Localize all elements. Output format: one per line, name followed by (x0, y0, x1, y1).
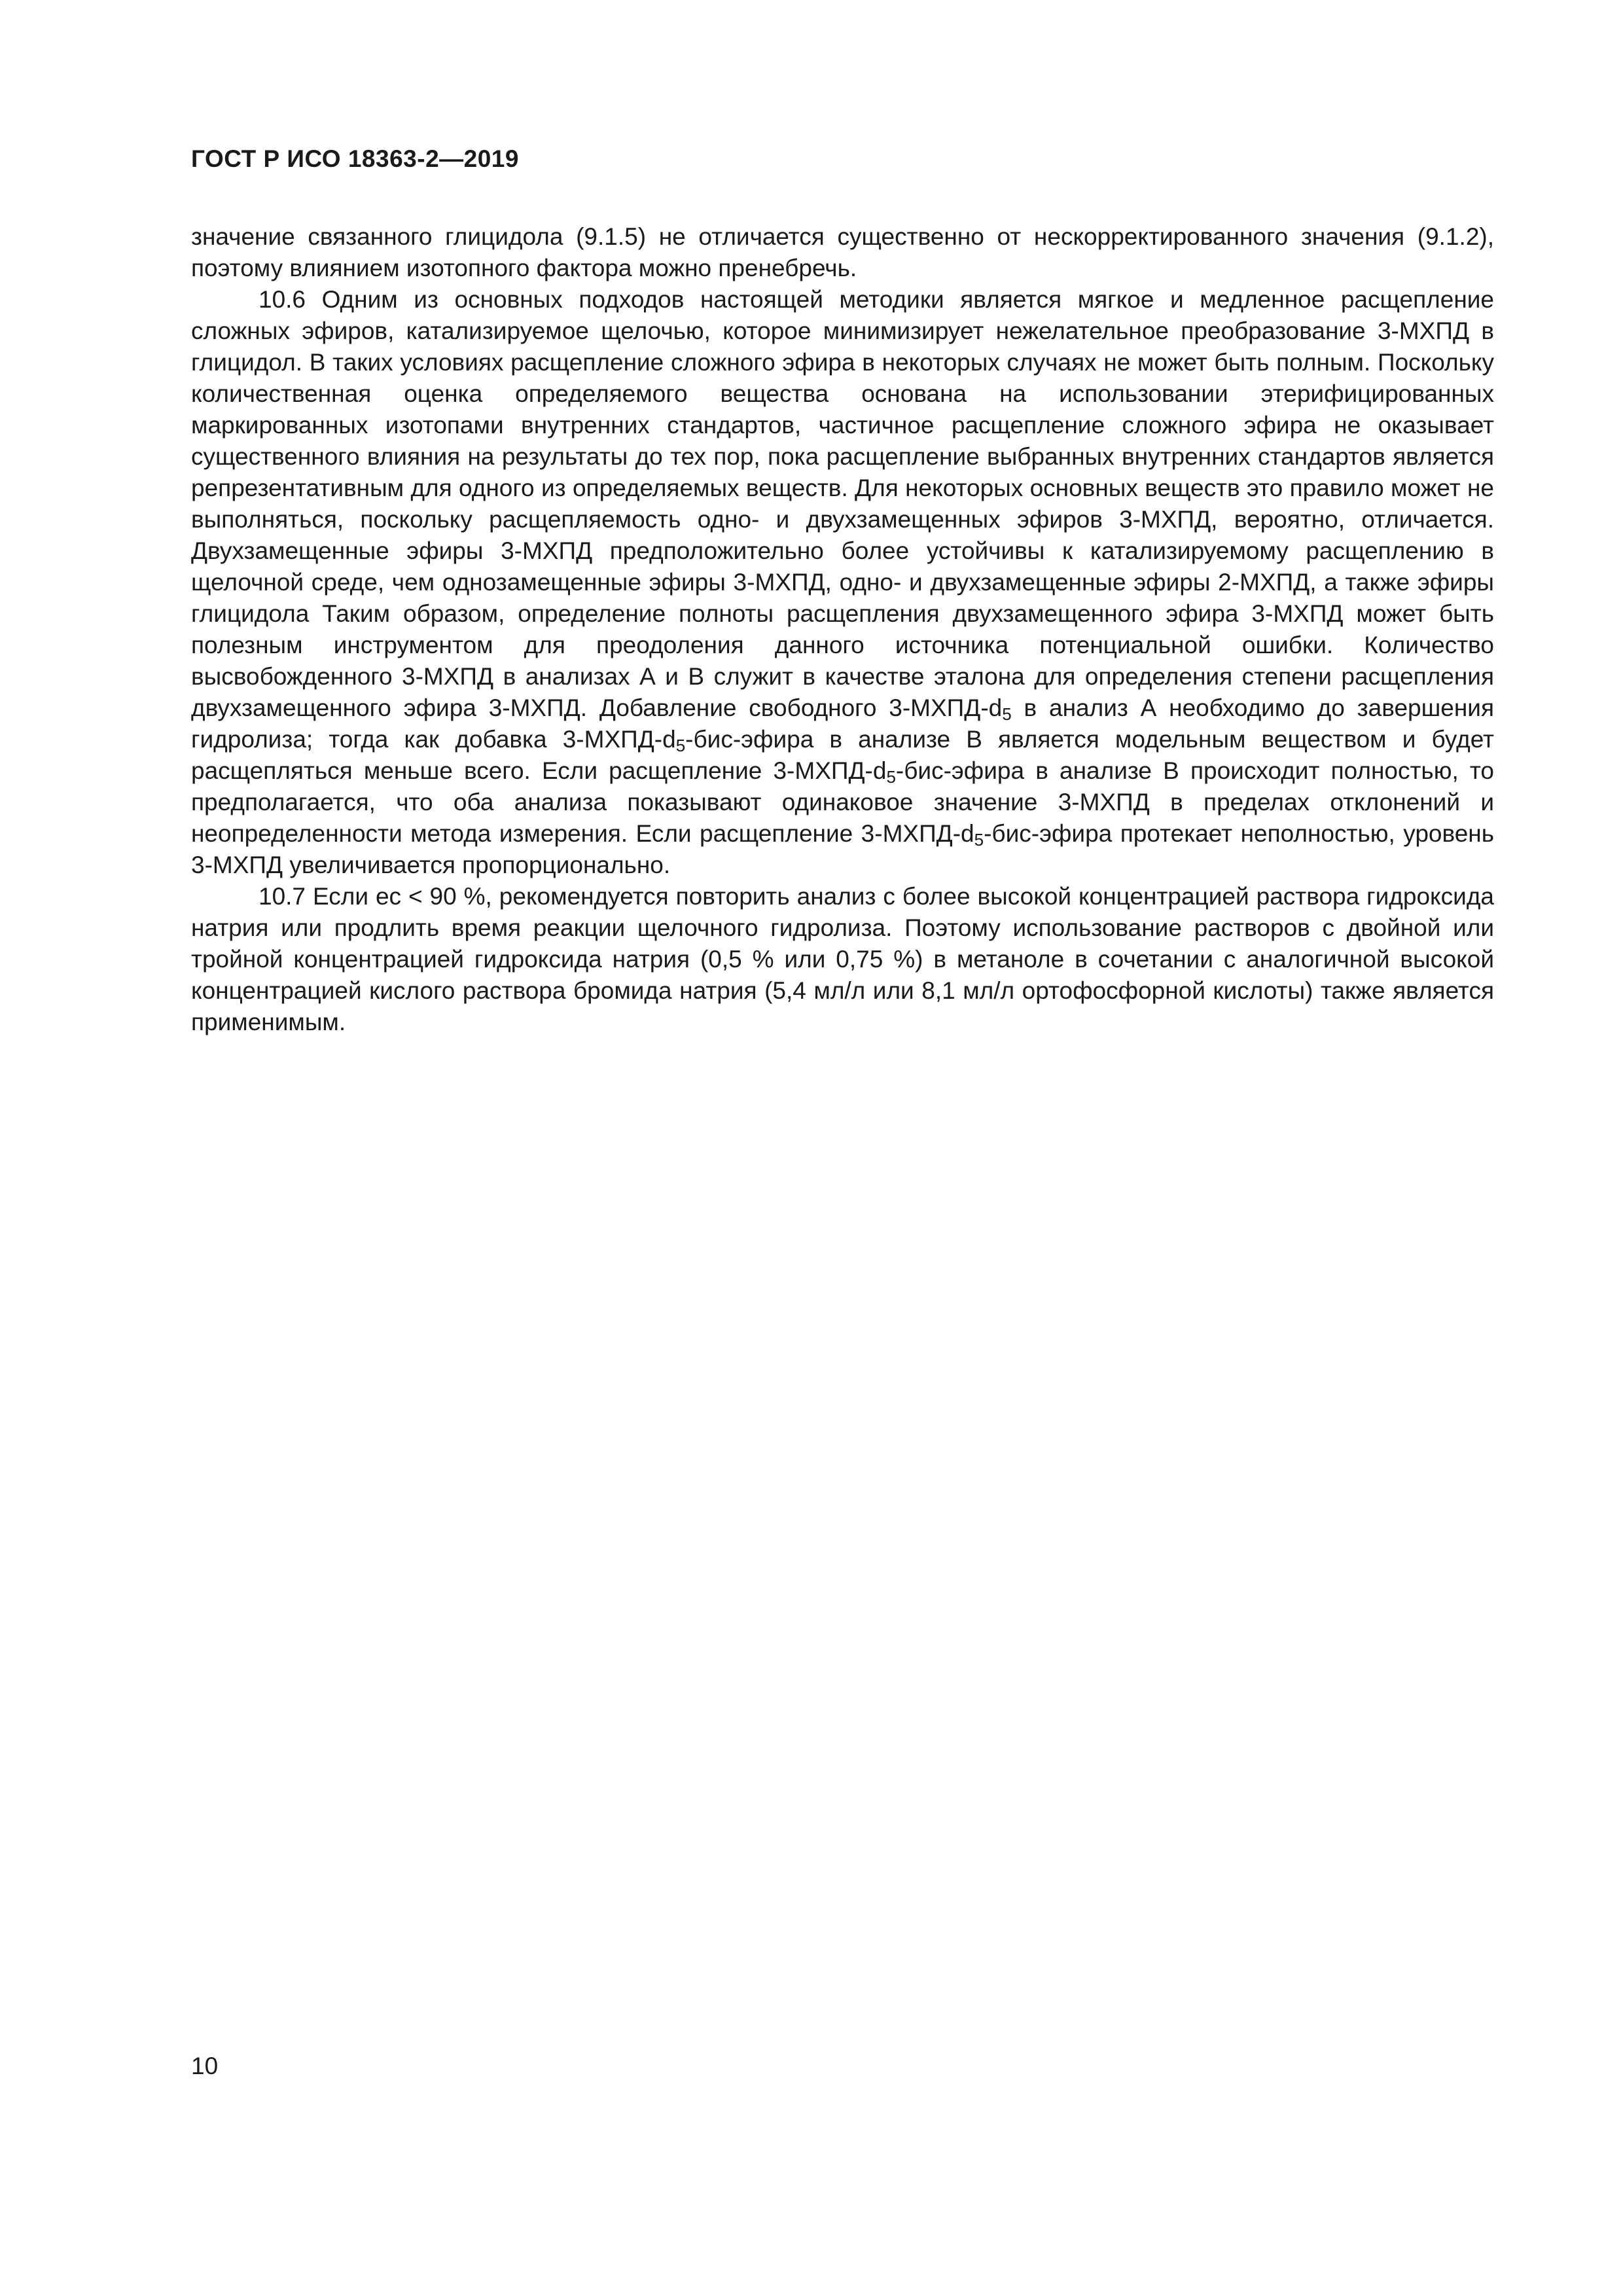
paragraph-10-6-text-4: -бис-эфира в анализе В происходит полностью, то предполагается, что оба анализа показывают одинаковое значение 3-МХПД в пределах отклонений и неопределенности метода измерения. Если расщепление 3-МХПД-d (191, 757, 1494, 847)
paragraph-10-6-text-5: -бис-эфира протекает неполностью, уровень 3-МХПД увеличивается пропорционально. (191, 820, 1495, 878)
paragraph-continuation: значение связанного глицидола (9.1.5) не отличается существенно от нескорректированного значения (9.1.2), поэтому влиянием изотопного фактора можно пренебречь. (191, 223, 1494, 281)
subscript-5: 5 (1002, 704, 1012, 724)
document-header: ГОСТ Р ИСО 18363-2—2019 (191, 145, 519, 172)
subscript-5: 5 (974, 830, 984, 850)
subscript-5: 5 (675, 736, 686, 755)
paragraph-10-6 (191, 284, 1494, 881)
paragraph-10-6-text-1: 10.6 Одним из основных подходов настоящей методики является мягкое и медленное расщепление сложных эфиров, катализируемое щелочью, которое минимизирует нежелательное преобразование 3-МХПД в глицидол. В таких условиях расщепление сложного эфира в некоторых случаях не может быть полным. Поскольку количественная оценка определяемого вещества основана на использовании этерифицированных маркированных изотопами внутренних стандартов, частичное расщепление сложного эфира не оказывает существенного влияния на результаты до тех пор, пока расщепление выбранных внутренних стандартов является репрезентативным для одного из определяемых веществ. Для некоторых основных веществ это правило может не выполняться, поскольку расщепляемость одно- и двухзамещенных эфиров 3-МХПД, вероятно, отличается. Двухзамещенные эфиры 3-МХПД предположительно более устойчивы к катализируемому расщеплению в щелочной среде, чем однозамещенные эфиры 3-МХПД, одно- и двухзамещенные эфиры 2-МХПД, а также эфиры глицидола Таким образом, определение полноты расщепления двухзамещенного эфира 3-МХПД может быть полезным инструментом для преодоления данного источника потенциальной ошибки. Количество высвобожденного 3-МХПД в анализах А и В служит в качестве эталона для определения степени расщепления двухзамещенного эфира 3-МХПД. Добавление свободного 3-МХПД-d (191, 286, 1494, 721)
document-body (191, 221, 1494, 1038)
paragraph-10-6-text-2: в анализ А необходимо до завершения гидролиза; тогда как добавка 3-МХПД-d (191, 694, 1495, 753)
paragraph-10-6-text-3: -бис-эфира в анализе В является модельным веществом и будет расщепляться меньше всего. Если расщепление 3-МХПД-d (191, 726, 1494, 784)
subscript-5: 5 (886, 767, 896, 787)
paragraph-10-7: 10.7 Если ес < 90 %, рекомендуется повторить анализ с более высокой концентрацией раствора гидроксида натрия или продлить время реакции щелочного гидролиза. Поэтому использование растворов с двойной или тройной концентрацией гидроксида натрия (0,5 % или 0,75 %) в метаноле в сочетании с аналогичной высокой концентрацией кислого раствора бромида натрия (5,4 мл/л или 8,1 мл/л ортофосфорной кислоты) также является применимым. (191, 883, 1494, 1035)
page-number: 10 (191, 2053, 219, 2079)
